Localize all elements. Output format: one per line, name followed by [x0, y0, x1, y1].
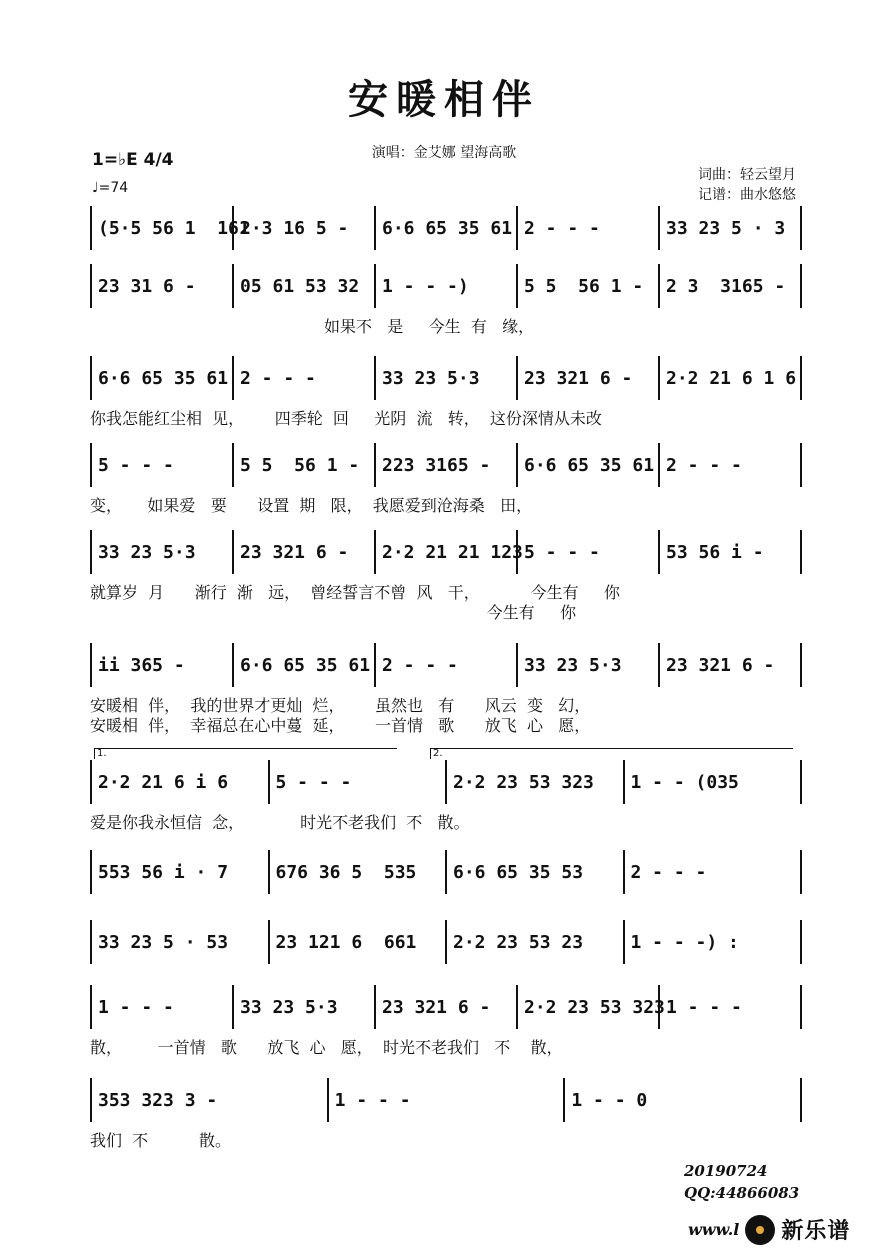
measure: 23 321 6 - [376, 985, 518, 1029]
lyric-line: 散， 一首情 歌 放飞 心 愿， 时光不老我们 不 散， [90, 1038, 563, 1057]
score-row [90, 530, 802, 640]
measure: 23 121 6 661 [270, 920, 448, 964]
measure: 1 - - (035 [625, 760, 803, 804]
lyrics-music-credit: 词曲：轻云望月 [698, 167, 796, 183]
measure: 353 323 3 - [90, 1078, 329, 1122]
measure: 1 - - -) : [625, 920, 803, 964]
measure: 1 - - -) [376, 264, 518, 308]
qq-contact: QQ:44866083 [684, 1184, 800, 1202]
measure: 2 - - - [660, 443, 802, 487]
measure: 1 - - - [90, 985, 234, 1029]
tempo-marking: ♩=74 [92, 180, 129, 196]
measure: 23 321 6 - [660, 643, 802, 687]
measure: 2 - - - [625, 850, 803, 894]
lyric-line: 爱是你我永恒信 念， 时光不老我们 不 散。 [90, 813, 470, 832]
song-title: 安暖相伴 [348, 76, 540, 123]
lyric-line: 如果不 是 今生 有 缘， [90, 317, 535, 336]
measure: 6·6 65 35 61 [234, 643, 376, 687]
measure: (5·5 56 1 161 [90, 206, 234, 250]
key-signature: 1=♭E 4/4 [92, 150, 174, 170]
measure: 1 - - 0 [565, 1078, 802, 1122]
lyric-line: 安暖相 伴， 我的世界才更灿 烂， 虽然也 有 风云 变 幻， [90, 696, 591, 715]
lyric-line: 你我怎能红尘相 见， 四季轮 回 光阴 流 转， 这份深情从未改 [90, 409, 602, 428]
measure: 553 56 i · 7 [90, 850, 270, 894]
measure: 5 5 56 1 - [234, 443, 376, 487]
record-disc-icon [745, 1215, 775, 1245]
measure: 23 321 6 - [518, 356, 660, 400]
measure: 676 36 5 535 [270, 850, 448, 894]
measure: 5 - - - [270, 760, 448, 804]
measure: 2 - - - [234, 356, 376, 400]
measure: 223 3165 - [376, 443, 518, 487]
measure: 6·6 65 35 61 [518, 443, 660, 487]
measure: 05 61 53 32 [234, 264, 376, 308]
measure: 33 23 5 · 3 [660, 206, 802, 250]
measure: 2·3 16 5 - [234, 206, 376, 250]
measure: 33 23 5·3 [376, 356, 518, 400]
measure: 2·2 23 53 23 [447, 920, 625, 964]
measure: 6·6 65 35 53 [447, 850, 625, 894]
site-brand: 新乐谱 [781, 1219, 851, 1244]
volta-second-ending: 2. [430, 748, 793, 759]
measure: 2 - - - [518, 206, 660, 250]
measure: 2·2 21 6 1 6 [660, 356, 802, 400]
measure: 2 - - - [376, 643, 518, 687]
lyric-line: 变， 如果爱 要 设置 期 限， 我愿爱到沧海桑 田， [90, 496, 533, 515]
measure: 1 - - - [660, 985, 802, 1029]
lyric-line: 今生有 你 [90, 603, 577, 622]
date-stamp: 20190724 [684, 1162, 768, 1180]
measure: 53 56 i - [660, 530, 802, 574]
singer-credit: 演唱：金艾娜 望海高歌 [371, 145, 517, 161]
measure: 5 - - - [90, 443, 234, 487]
lyric-line: 就算岁 月 渐行 渐 远， 曾经誓言不曾 风 干， 今生有 你 [90, 583, 621, 602]
score-row [90, 643, 802, 753]
measure: 33 23 5·3 [518, 643, 660, 687]
measure: 5 5 56 1 - [518, 264, 660, 308]
measure: 33 23 5·3 [90, 530, 234, 574]
measure: 6·6 65 35 61 [90, 356, 234, 400]
notation-credit: 记谱：曲水悠悠 [698, 187, 796, 203]
measure: 2·2 21 21 123 [376, 530, 518, 574]
measure: 6·6 65 35 61 [376, 206, 518, 250]
site-logo [688, 1214, 850, 1245]
measure: 2·2 21 6 i 6 [90, 760, 270, 804]
measure: 33 23 5 · 53 [90, 920, 270, 964]
measure: 2 3 3165 - [660, 264, 802, 308]
measure: 1 - - - [329, 1078, 566, 1122]
measure: 5 - - - [518, 530, 660, 574]
volta-first-ending: 1. [94, 748, 397, 759]
measure: 23 321 6 - [234, 530, 376, 574]
measure: 2·2 23 53 323 [518, 985, 660, 1029]
measure: 23 31 6 - [90, 264, 234, 308]
site-url: www.l [688, 1220, 740, 1239]
measure: 2·2 23 53 323 [447, 760, 625, 804]
lyric-line: 我们 不 散。 [90, 1131, 232, 1150]
measure: 33 23 5·3 [234, 985, 376, 1029]
lyric-line: 安暖相 伴， 幸福总在心中蔓 延， 一首情 歌 放飞 心 愿， [90, 716, 591, 735]
measure: ii 365 - [90, 643, 234, 687]
